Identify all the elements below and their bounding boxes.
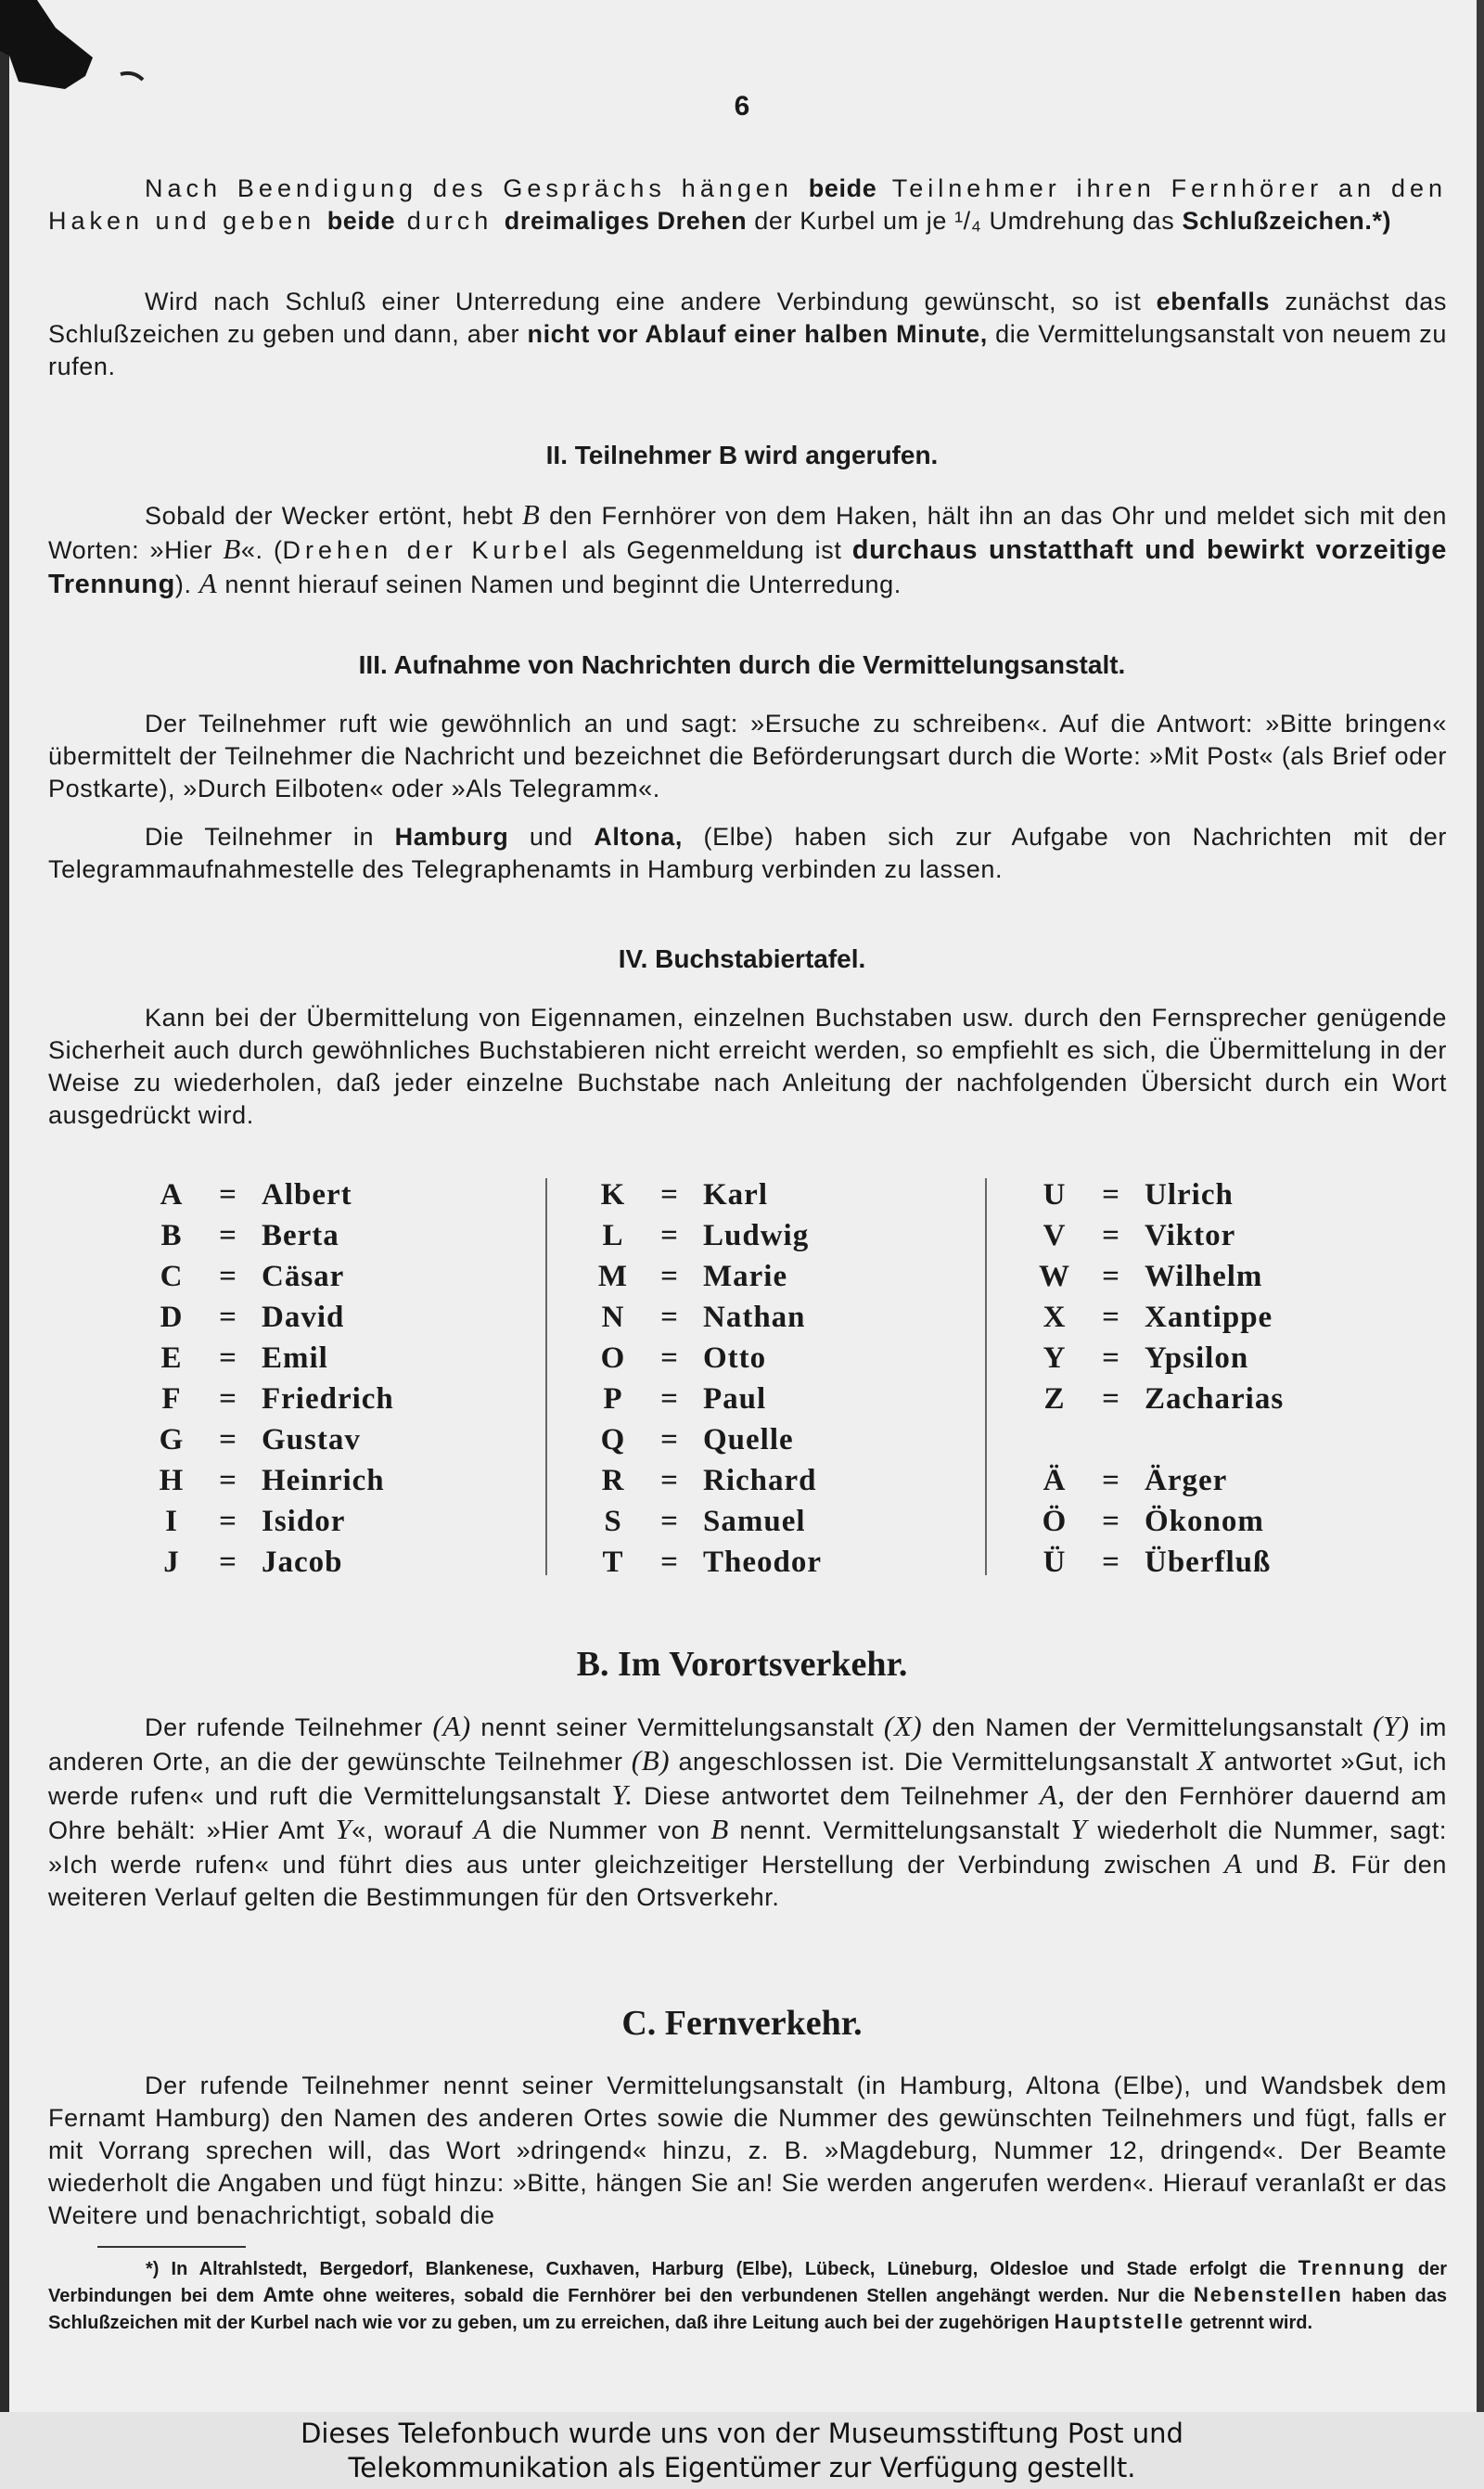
- paragraph-spelling-intro: [48, 1002, 1447, 1132]
- text-span: Wird nach Schluß einer Unterredung eine andere Verbindung gewünscht, so ist: [145, 288, 1157, 315]
- spelling-letter: I: [165, 1504, 178, 1538]
- spelling-row: [148, 1338, 394, 1379]
- text-span: der Kurbel um je ¹/₄ Umdrehung das: [747, 207, 1183, 235]
- equals-sign: =: [219, 1177, 237, 1212]
- italic-text: (X): [883, 1710, 923, 1742]
- equals-sign: =: [1102, 1545, 1120, 1579]
- footnote-rule: [97, 2246, 246, 2248]
- text-span: die Vermittelungsanstalt von neuem zu rufen.: [48, 320, 1448, 380]
- italic-text: X: [1196, 1744, 1216, 1777]
- ink-tick-mark: [119, 71, 147, 83]
- spelling-word: Ludwig: [703, 1218, 810, 1252]
- spelling-word: Heinrich: [262, 1463, 385, 1497]
- italic-text: A,: [1039, 1778, 1066, 1811]
- emphasis-text: Schlußzeichen.*): [1182, 207, 1392, 235]
- spelling-word: Gustav: [262, 1422, 361, 1456]
- spelling-letter: Z: [1043, 1381, 1066, 1416]
- text-span: den Namen der Vermittelungsanstalt: [922, 1713, 1374, 1741]
- spelling-row: [1031, 1542, 1284, 1583]
- spelling-word: Otto: [703, 1341, 767, 1375]
- emphasis-text: dreimaliges Drehen: [504, 207, 748, 235]
- equals-sign: =: [1102, 1218, 1120, 1252]
- text-span: (Elbe) haben sich zur Aufgabe von Nachrichten mit der Telegrammaufnahmestelle des Telegraphenamts in Hamburg verbinden zu lassen.: [48, 823, 1447, 883]
- spelling-letter: X: [1043, 1300, 1067, 1334]
- spelling-row: [590, 1297, 822, 1338]
- emphasis-text: Amte: [262, 2283, 314, 2306]
- text-span: den Fernhörer von dem Haken, hält ihn an das Ohr und meldet sich mit den Worten: »Hier: [48, 502, 1447, 564]
- spelling-letter: E: [160, 1341, 183, 1375]
- emphasis-text: beide: [326, 207, 396, 235]
- spelling-letter: C: [160, 1259, 184, 1293]
- spelling-row-empty: [1031, 1419, 1284, 1460]
- scan-edge-right: [1477, 0, 1484, 2412]
- footer-attribution: [0, 2412, 1484, 2489]
- italic-text: A: [473, 1813, 493, 1845]
- text-span: und: [1242, 1851, 1312, 1879]
- footer-line-2: Telekommunikation als Eigentümer zur Verfügung gestellt.: [348, 2451, 1136, 2483]
- column-divider: [985, 1178, 987, 1575]
- text-span: nennt seiner Vermittelungsanstalt: [470, 1713, 884, 1741]
- text-span: Nach Beendigung des Gesprächs hängen: [145, 174, 809, 202]
- spelling-row: [148, 1256, 394, 1297]
- spelling-word: Theodor: [703, 1545, 823, 1579]
- italic-text: Y: [1070, 1813, 1087, 1845]
- text-span: Kann bei der Übermittelung von Eigennamen, einzelnen Buchstaben usw. durch den Fernsprecher genügende Sicherheit auch durch gewöhnliches Buchstabieren nicht erreicht werden, so empfiehlt es sich, die Übermittelung in der Weise zu wiederholen, daß jeder einzelne Buchstabe nach Anleitung der nachfolgenden Übersicht durch ein Wort ausgedrückt wird.: [48, 1004, 1447, 1129]
- emphasis-text: beide: [808, 174, 877, 202]
- spelling-letter: F: [161, 1381, 182, 1416]
- paragraph-suburban-traffic: [48, 1710, 1447, 1914]
- text-span: Für den weiteren Verlauf gelten die Bestimmungen für den Ortsverkehr.: [48, 1851, 1447, 1911]
- equals-sign: =: [219, 1422, 237, 1456]
- italic-text: (A): [432, 1710, 471, 1742]
- equals-sign: =: [219, 1463, 237, 1497]
- emphasis-text: Hamburg: [394, 823, 509, 851]
- spelling-row: [1031, 1174, 1284, 1215]
- spelling-word: Ypsilon: [1145, 1341, 1249, 1375]
- spelling-row: [590, 1174, 822, 1215]
- text-span: wiederholt die Nummer, sagt: »Ich werde rufen« und führt dies aus unter gleichzeitiger Herstellung der Verbindung zwischen: [48, 1816, 1447, 1879]
- spelling-letter: J: [163, 1545, 180, 1579]
- spelling-word: Cäsar: [262, 1259, 345, 1293]
- spelling-word: Ulrich: [1145, 1177, 1234, 1212]
- spelling-letter: Q: [600, 1422, 626, 1456]
- equals-sign: =: [219, 1259, 237, 1293]
- spelling-letter: O: [600, 1341, 626, 1375]
- scan-edge-left: [0, 0, 9, 2412]
- spelling-word: Wilhelm: [1145, 1259, 1263, 1293]
- spelling-letter: H: [159, 1463, 185, 1497]
- spelling-row: [1031, 1338, 1284, 1379]
- equals-sign: =: [660, 1300, 679, 1334]
- text-span: der Verbindungen bei dem: [48, 2259, 1448, 2306]
- spelling-letter: R: [601, 1463, 625, 1497]
- text-span: ohne weiteres, sobald die Fernhörer bei den verbundenen Stellen angehängt werden. Nur die: [313, 2286, 1194, 2306]
- spelling-word: Paul: [703, 1381, 767, 1416]
- spelling-letter: G: [159, 1422, 185, 1456]
- text-span: im anderen Orte, an die der gewünschte Teilnehmer: [48, 1713, 1447, 1776]
- spelling-row: [590, 1256, 822, 1297]
- spelling-letter: N: [601, 1300, 625, 1334]
- spelling-word: David: [262, 1300, 345, 1334]
- heading-section-c: C. Fernverkehr.: [621, 2004, 863, 2043]
- spelling-letter: Y: [1043, 1341, 1067, 1375]
- spelling-word: Marie: [703, 1259, 788, 1293]
- spelling-word: Viktor: [1145, 1218, 1236, 1252]
- spelling-row: [590, 1338, 822, 1379]
- spelling-letter: K: [600, 1177, 626, 1212]
- spelling-word: Ärger: [1145, 1463, 1228, 1497]
- spelling-letter: B: [160, 1218, 183, 1252]
- equals-sign: =: [219, 1300, 237, 1334]
- spelling-letter: Ö: [1042, 1504, 1068, 1538]
- equals-sign: =: [1102, 1300, 1120, 1334]
- text-span: die Nummer von: [492, 1816, 711, 1844]
- footer-line-1: Dieses Telefonbuch wurde uns von der Museumsstiftung Post und: [301, 2417, 1183, 2449]
- paragraph-hang-up: [48, 173, 1447, 237]
- italic-text: B: [223, 532, 241, 565]
- italic-text: (Y): [1373, 1710, 1410, 1742]
- spelling-row: [590, 1379, 822, 1419]
- spelling-word: Isidor: [262, 1504, 346, 1538]
- text-span: zunächst das Schlußzeichen zu geben und dann, aber: [48, 288, 1447, 348]
- text-span: nennt hierauf seinen Namen und beginnt die Unterredung.: [217, 571, 902, 598]
- page-number: 6: [734, 91, 750, 122]
- spelling-row: [1031, 1379, 1284, 1419]
- equals-sign: =: [1102, 1381, 1120, 1416]
- spelling-word: Nathan: [703, 1300, 806, 1334]
- spelling-letter: T: [602, 1545, 624, 1579]
- heading-section-2: II. Teilnehmer B wird angerufen.: [545, 441, 939, 469]
- spelling-word: Samuel: [703, 1504, 806, 1538]
- spelling-letter: A: [160, 1177, 184, 1212]
- spelling-row: [148, 1215, 394, 1256]
- text-span: Sobald der Wecker ertönt, hebt: [145, 502, 522, 530]
- italic-text: B: [521, 498, 541, 531]
- paragraph-long-distance: [48, 2070, 1447, 2232]
- spelling-letter: Ü: [1043, 1545, 1067, 1579]
- spelling-word: Xantippe: [1145, 1300, 1273, 1334]
- text-span: Der rufende Teilnehmer: [145, 1713, 433, 1741]
- spelling-row: [148, 1460, 394, 1501]
- equals-sign: =: [660, 1218, 679, 1252]
- spelling-letter: V: [1043, 1218, 1067, 1252]
- spelling-word: Albert: [262, 1177, 352, 1212]
- emphasis-text: Altona,: [594, 823, 683, 851]
- column-divider: [545, 1178, 547, 1575]
- italic-text: Y: [335, 1813, 352, 1845]
- heading-section-3: III. Aufnahme von Nachrichten durch die Vermittelungsanstalt.: [358, 650, 1126, 679]
- footnote: [48, 2255, 1447, 2336]
- spelling-word: Berta: [262, 1218, 339, 1252]
- text-span: ).: [174, 571, 199, 598]
- spelling-row: [148, 1297, 394, 1338]
- spelling-row: [590, 1460, 822, 1501]
- equals-sign: =: [1102, 1504, 1120, 1538]
- ink-blot-mark: [0, 0, 102, 93]
- emphasis-text: Nebenstellen: [1193, 2283, 1343, 2306]
- spelling-row: [1031, 1460, 1284, 1501]
- heading-section-4: IV. Buchstabiertafel.: [618, 944, 866, 973]
- italic-text: A: [1224, 1847, 1243, 1880]
- spelling-word: Jacob: [262, 1545, 343, 1579]
- spelling-word: Karl: [703, 1177, 768, 1212]
- spelling-letter: M: [597, 1259, 629, 1293]
- equals-sign: =: [660, 1177, 679, 1212]
- spelling-letter: S: [604, 1504, 622, 1538]
- text-span: Der Teilnehmer ruft wie gewöhnlich an und sagt: »Ersuche zu schreiben«. Auf die Antwort: »Bitte bringen« übermittelt der Teilnehmer die Nachricht und bezeichnet die Beförderungsart durch die Worte: »Mit Post« (als Brief oder Postkarte), »Durch Eilboten« oder »Als Telegramm«.: [48, 710, 1447, 802]
- emphasis-text: Hauptstelle: [1054, 2310, 1185, 2333]
- spelling-column-3: [1031, 1174, 1284, 1583]
- spelling-word: Friedrich: [262, 1381, 394, 1416]
- spelling-word: Überfluß: [1145, 1545, 1272, 1579]
- equals-sign: =: [1102, 1177, 1120, 1212]
- equals-sign: =: [219, 1381, 237, 1416]
- spelling-word: Emil: [262, 1341, 328, 1375]
- spelling-row: [148, 1542, 394, 1583]
- text-span: Die Teilnehmer in: [145, 823, 395, 851]
- spelling-row: [1031, 1215, 1284, 1256]
- equals-sign: =: [660, 1259, 679, 1293]
- spelling-row: [1031, 1256, 1284, 1297]
- spelling-row: [148, 1379, 394, 1419]
- spelling-letter: W: [1039, 1259, 1070, 1293]
- equals-sign: =: [660, 1504, 679, 1538]
- italic-text: B.: [1311, 1847, 1338, 1880]
- italic-text: B: [710, 1813, 729, 1845]
- spelling-letter: Ä: [1043, 1463, 1067, 1497]
- spelling-word: Ökonom: [1145, 1504, 1264, 1538]
- text-span: *) In Altrahlstedt, Bergedorf, Blankenese, Cuxhaven, Harburg (Elbe), Lübeck, Lüneburg, Oldesloe und Stade erfolgt die: [146, 2259, 1298, 2279]
- italic-text: Y.: [611, 1778, 633, 1811]
- spelling-word: Quelle: [703, 1422, 794, 1456]
- spelling-row: [148, 1174, 394, 1215]
- spelling-row: [590, 1542, 822, 1583]
- paragraph-new-connection: [48, 286, 1447, 383]
- spelling-word: Richard: [703, 1463, 817, 1497]
- text-span: getrennt wird.: [1184, 2313, 1313, 2333]
- spelling-letter: U: [1043, 1177, 1067, 1212]
- spaced-text: Drehen der Kurbel: [282, 536, 572, 564]
- equals-sign: =: [660, 1422, 679, 1456]
- text-span: Der rufende Teilnehmer nennt seiner Vermittelungsanstalt (in Hamburg, Altona (Elbe), und Wandsbek dem Fernamt Hamburg) den Namen des anderen Ortes sowie die Nummer des gewünschten Teilnehmers und fügt, falls er mit Vorrang sprechen will, das Wort »dringend« hinzu, z. B. »Magdeburg, Nummer 12, dringend«. Der Beamte wiederholt die Angaben und fügt hinzu: »Bitte, hängen Sie an! Sie werden angerufen werden«. Hierauf veranlaßt er das Weitere und benachrichtigt, sobald die: [48, 2072, 1447, 2229]
- equals-sign: =: [219, 1341, 237, 1375]
- paragraph-messages: [48, 708, 1447, 805]
- text-span: nennt. Vermittelungsanstalt: [728, 1816, 1071, 1844]
- emphasis-text: nicht vor Ablauf einer halben Minute,: [527, 320, 988, 348]
- text-span: Diese antwortet dem Teilnehmer: [633, 1782, 1040, 1810]
- emphasis-text: Trennung: [1298, 2256, 1406, 2279]
- equals-sign: =: [219, 1218, 237, 1252]
- text-span: antwortet »Gut, ich werde rufen« und ruft die Vermittelungsanstalt: [48, 1748, 1447, 1810]
- equals-sign: =: [219, 1504, 237, 1538]
- spelling-column-1: [148, 1174, 394, 1583]
- text-span: «. (: [240, 536, 283, 564]
- equals-sign: =: [1102, 1259, 1120, 1293]
- spelling-row: [590, 1419, 822, 1460]
- equals-sign: =: [219, 1545, 237, 1579]
- spelling-letter: P: [603, 1381, 623, 1416]
- text-span: Teilnehmer ihren Fernhörer an den Haken und geben: [48, 174, 1447, 235]
- italic-text: (B): [631, 1744, 671, 1777]
- text-span: durch: [395, 207, 505, 235]
- spelling-column-2: [590, 1174, 822, 1583]
- spelling-row: [148, 1501, 394, 1542]
- spelling-row: [148, 1419, 394, 1460]
- paragraph-hamburg-altona: [48, 821, 1447, 886]
- heading-section-b: B. Im Vorortsverkehr.: [576, 1645, 908, 1684]
- equals-sign: =: [1102, 1341, 1120, 1375]
- equals-sign: =: [1102, 1463, 1120, 1497]
- text-span: der den Fernhörer dauernd am Ohre behält: »Hier Amt: [48, 1782, 1448, 1844]
- text-span: «, worauf: [352, 1816, 474, 1844]
- paragraph-called-party: [48, 498, 1447, 601]
- equals-sign: =: [660, 1381, 679, 1416]
- spelling-row: [1031, 1501, 1284, 1542]
- equals-sign: =: [660, 1463, 679, 1497]
- text-span: und: [508, 823, 595, 851]
- spelling-row: [590, 1215, 822, 1256]
- spelling-row: [1031, 1297, 1284, 1338]
- text-span: als Gegenmeldung ist: [571, 536, 852, 564]
- equals-sign: =: [660, 1341, 679, 1375]
- spelling-letter: D: [160, 1300, 184, 1334]
- text-span: haben das Schlußzeichen mit der Kurbel nach wie vor zu geben, um zu erreichen, daß ihre Leitung auch bei der zugehörigen: [48, 2286, 1447, 2333]
- emphasis-text: durchaus unstatthaft und bewirkt vorzeitige Trennung: [48, 535, 1447, 599]
- spelling-row: [590, 1501, 822, 1542]
- text-span: angeschlossen ist. Die Vermittelungsanstalt: [670, 1748, 1197, 1776]
- spelling-word: Zacharias: [1145, 1381, 1285, 1416]
- spelling-letter: L: [602, 1218, 624, 1252]
- italic-text: A: [198, 567, 218, 599]
- equals-sign: =: [660, 1545, 679, 1579]
- emphasis-text: ebenfalls: [1156, 288, 1271, 315]
